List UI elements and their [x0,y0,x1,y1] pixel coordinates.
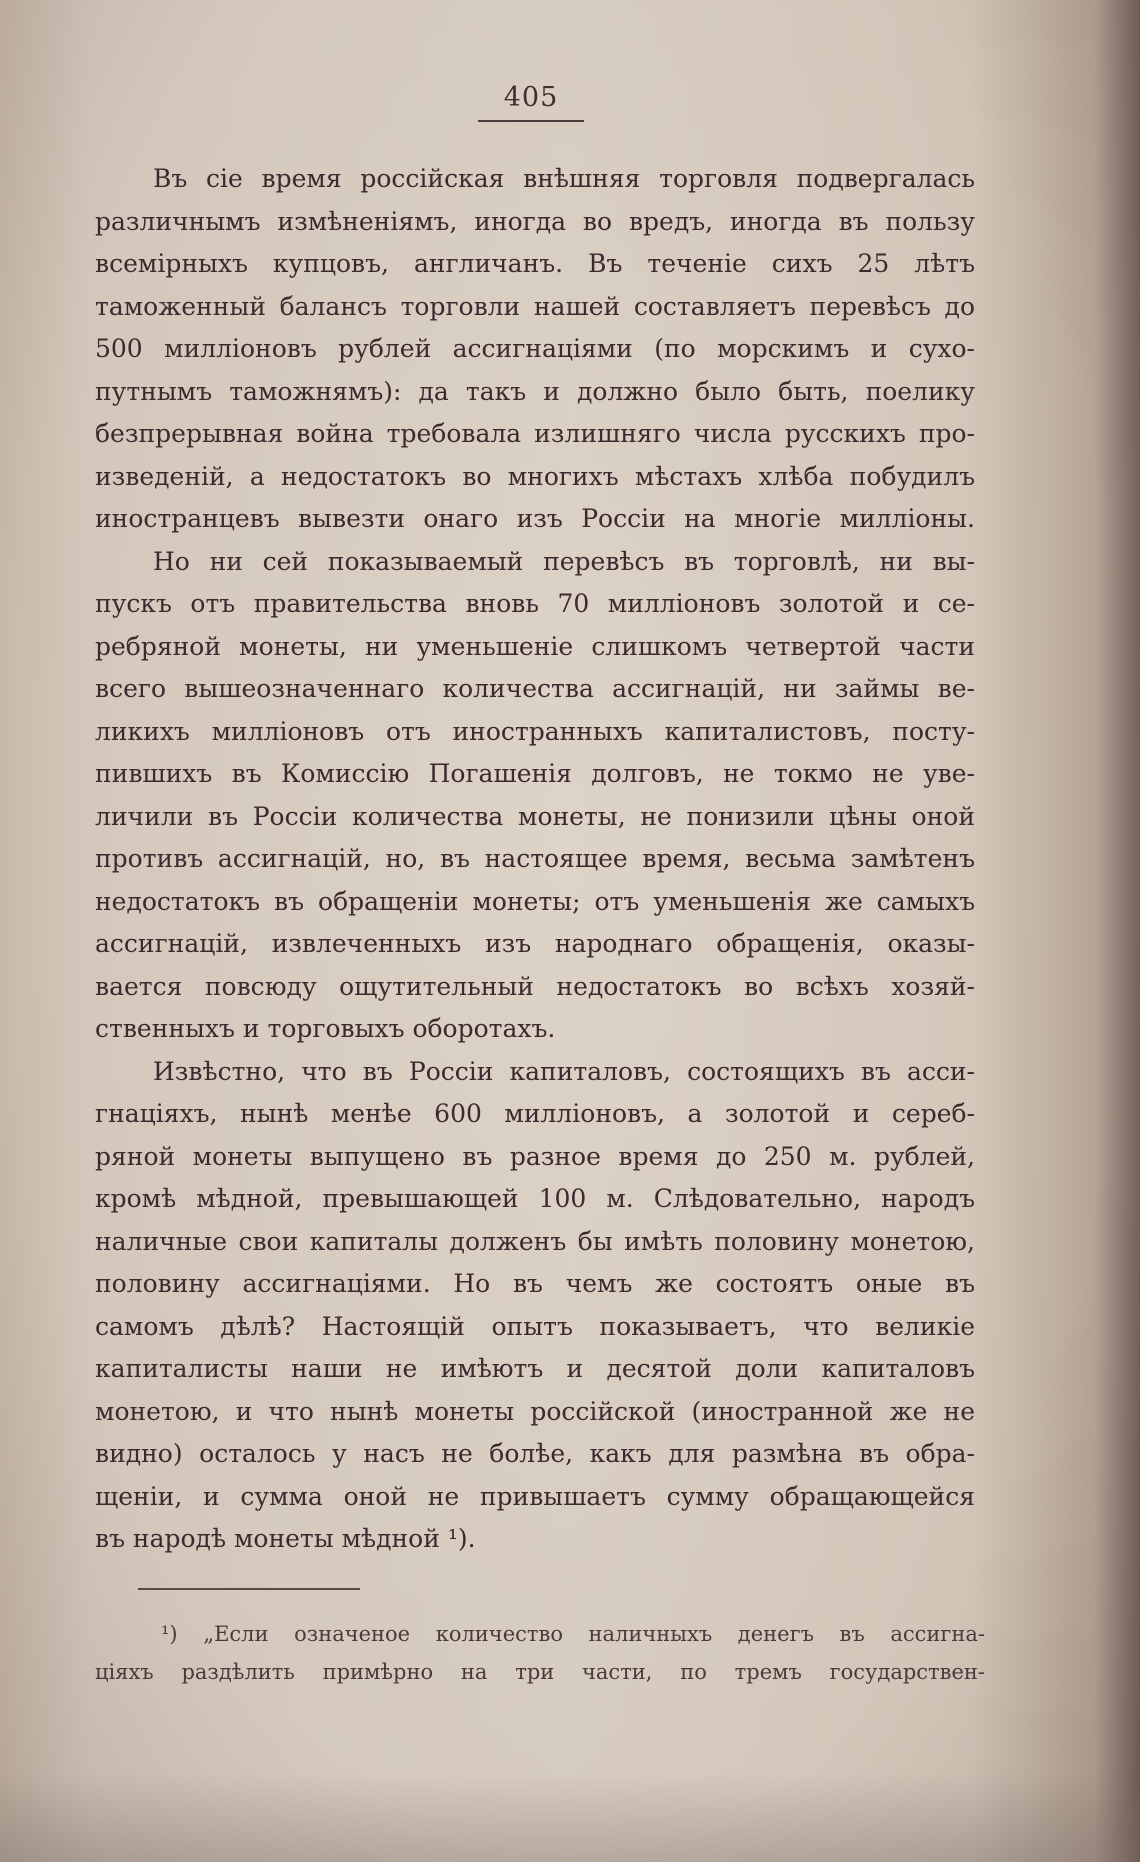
text-line: противъ ассигнацій, но, въ настоящее время, весьма замѣтенъ [95,844,975,873]
text-line: путнымъ таможнямъ): да такъ и должно было быть, поелику [95,376,975,406]
text-line: пускъ отъ правительства вновь 70 милліоновъ золотой и се- [95,589,975,618]
text-line: гнаціяхъ, нынѣ менѣе 600 милліоновъ, а золотой и сереб- [95,1099,975,1128]
text-line: Но ни сей показываемый перевѣсъ въ торговлѣ, ни вы- [153,546,975,576]
page-number: 405 [503,82,559,113]
text-line: ассигнацій, извлеченныхъ изъ народнаго обращенія, оказы- [95,929,975,958]
text-line: капиталисты наши не имѣютъ и десятой доли капиталовъ [95,1354,975,1383]
text-line: видно) осталось у насъ не болѣе, какъ для размѣна въ обра- [95,1439,975,1468]
text-line: Извѣстно, что въ Россіи капиталовъ, состоящихъ въ асси- [153,1056,975,1086]
text-line: иностранцевъ вывезти онаго изъ Россіи на многіе милліоны. [95,504,975,533]
main-text [95,158,975,1561]
text-line: ликихъ милліоновъ отъ иностранныхъ капиталистовъ, посту- [95,716,975,746]
text-line: ребряной монеты, ни уменьшеніе слишкомъ четвертой части [95,631,975,661]
text-line: всего вышеозначеннаго количества ассигнацій, ни займы ве- [95,674,975,703]
footnote-line: ¹) „Если означеное количество наличныхъ денегъ въ ассигна- [161,1622,985,1646]
text-line: ряной монеты выпущено въ разное время до 250 м. рублей, [95,1141,975,1171]
footnote-line: ціяхъ раздѣлить примѣрно на три части, по тремъ государствен- [95,1660,985,1684]
footnote [95,1615,985,1691]
text-line: 500 милліоновъ рублей ассигнаціями (по морскимъ и сухо- [95,334,975,363]
page-number-rule [478,120,584,122]
text-line: кромѣ мѣдной, превышающей 100 м. Слѣдовательно, народъ [95,1184,975,1213]
text-line: таможенный балансъ торговли нашей составляетъ перевѣсъ до [95,291,975,321]
paragraph-3 [95,1051,975,1561]
text-line: самомъ дѣлѣ? Настоящій опытъ показываетъ, что великіе [95,1311,975,1341]
text-line: монетою, и что нынѣ монеты россійской (иностранной же не [95,1396,975,1426]
text-line: половину ассигнаціями. Но въ чемъ же состоятъ оные въ [95,1269,975,1298]
page-shadow [0,1772,1140,1862]
text-line: изведеній, а недостатокъ во многихъ мѣстахъ хлѣба побудилъ [95,461,975,491]
paragraph-2 [95,541,975,1051]
text-line: ственныхъ и торговыхъ оборотахъ. [95,1014,556,1043]
text-line: личили въ Россіи количества монеты, не понизили цѣны оной [95,801,975,831]
text-line: различнымъ измѣненіямъ, иногда во вредъ, иногда въ пользу [95,206,975,236]
paragraph-1 [95,158,975,541]
text-line: вается повсюду ощутительный недостатокъ во всѣхъ хозяй- [95,971,975,1001]
footnote-separator [138,1588,360,1590]
text-line: щеніи, и сумма оной не привышаетъ сумму обращающейся [95,1481,975,1511]
text-line: пившихъ въ Комиссію Погашенія долговъ, не токмо не уве- [95,759,975,788]
text-line: безпрерывная война требовала излишняго числа русскихъ про- [95,419,975,448]
text-line: наличные свои капиталы долженъ бы имѣть половину монетою, [95,1226,975,1256]
text-line: недостатокъ въ обращеніи монеты; отъ уменьшенія же самыхъ [95,886,975,916]
text-line: Въ сіе время россійская внѣшняя торговля подвергалась [153,164,975,193]
text-line: въ народѣ монеты мѣдной ¹). [95,1524,476,1553]
text-line: всемірныхъ купцовъ, англичанъ. Въ теченіе сихъ 25 лѣтъ [95,249,975,278]
